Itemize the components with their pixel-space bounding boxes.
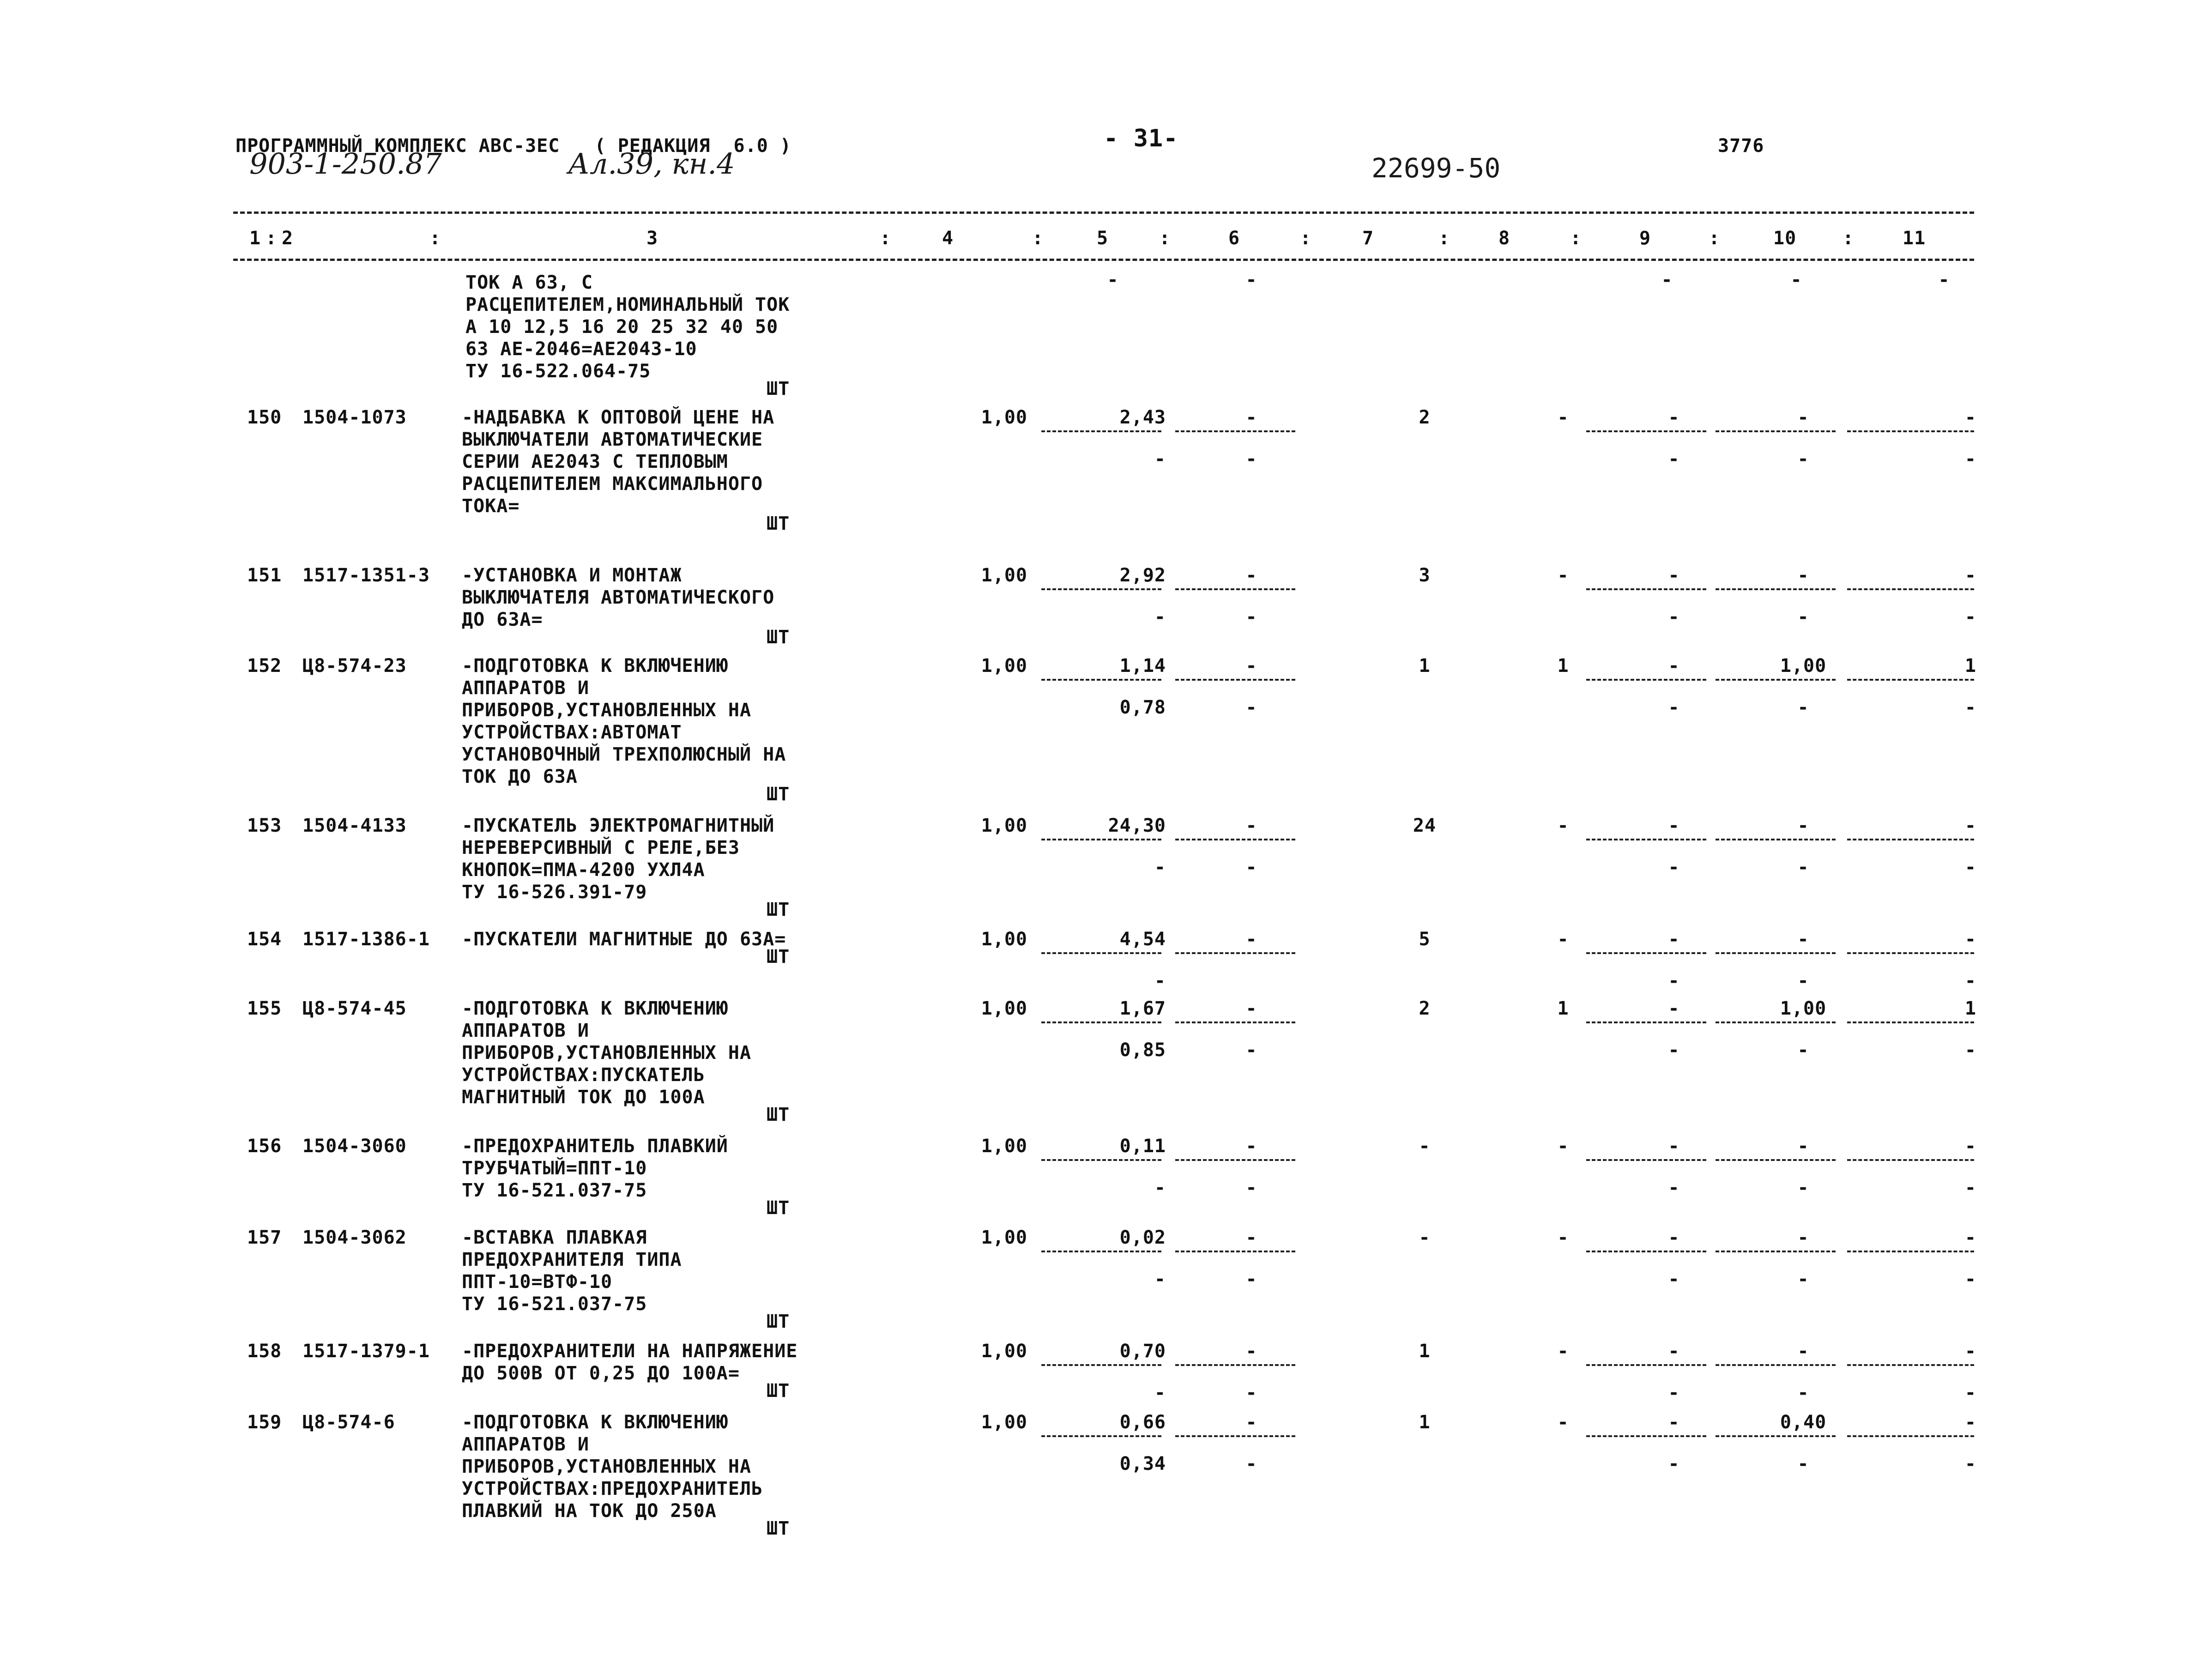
row-col11-lower: - <box>1964 1269 1976 1290</box>
row-rule <box>1586 1159 1706 1161</box>
row-col6: - <box>1245 1227 1257 1248</box>
row-col6: - <box>1245 998 1257 1019</box>
row-rule <box>1175 1435 1295 1437</box>
row-desc-line: ТУ 16-526.391-79 <box>462 882 647 903</box>
column-header-4: 4 <box>942 228 954 249</box>
row-rule <box>1041 1021 1161 1023</box>
row-desc-line: ПРИБОРОВ,УСТАНОВЛЕННЫХ НА <box>462 700 752 721</box>
row-price: 2,92 <box>1119 565 1166 586</box>
row-desc-line: -ПОДГОТОВКА К ВКЛЮЧЕНИЮ <box>462 1412 728 1433</box>
row-desc-line: -НАДБАВКА К ОПТОВОЙ ЦЕНЕ НА <box>462 407 775 428</box>
column-separator: : <box>1570 228 1582 249</box>
row-number: 155 <box>247 998 282 1019</box>
row-number: 156 <box>247 1136 282 1157</box>
row-col9: - <box>1668 1136 1680 1157</box>
row-col7: 1 <box>1419 655 1431 677</box>
row-desc-line: -ПОДГОТОВКА К ВКЛЮЧЕНИЮ <box>462 998 728 1019</box>
row-col8: - <box>1557 1227 1569 1248</box>
row-desc-line: УСТАНОВОЧНЫЙ ТРЕХПОЛЮСНЫЙ НА <box>462 744 786 765</box>
column-separator: : <box>1438 228 1450 249</box>
row-col10-lower: - <box>1797 1453 1809 1475</box>
row-price: 0,66 <box>1119 1412 1166 1433</box>
row-unit: ШТ <box>767 1311 790 1332</box>
row-col10-lower: - <box>1797 1382 1809 1403</box>
row-col11: - <box>1964 565 1976 586</box>
column-separator: : <box>429 228 441 249</box>
row-col11-lower: - <box>1964 857 1976 878</box>
row-col6-lower: - <box>1245 857 1257 878</box>
row-qty: 1,00 <box>981 1341 1027 1362</box>
row-price-lower: - <box>1154 606 1166 628</box>
row-code: 1504-3060 <box>302 1136 407 1157</box>
row-col7: 1 <box>1419 1412 1431 1433</box>
row-rule <box>1175 679 1295 681</box>
row-desc-line: -ПРЕДОХРАНИТЕЛЬ ПЛАВКИЙ <box>462 1136 728 1157</box>
row-number: 151 <box>247 565 282 586</box>
row-rule <box>1175 1251 1295 1252</box>
row-price-lower: 0,78 <box>1119 697 1166 718</box>
row-rule <box>1586 430 1706 432</box>
row-desc-line: ТРУБЧАТЫЙ=ППТ-10 <box>462 1158 647 1179</box>
column-header-11: 11 <box>1903 228 1926 249</box>
row-desc-line: ПРЕДОХРАНИТЕЛЯ ТИПА <box>462 1249 682 1270</box>
row-rule <box>1716 430 1836 432</box>
row-number: 150 <box>247 407 282 428</box>
row-col6: - <box>1245 655 1257 677</box>
row-rule <box>1586 588 1706 590</box>
row-col9-lower: - <box>1668 857 1680 878</box>
doc-code: 903-1-250.87 <box>249 147 442 181</box>
row-rule <box>1041 430 1161 432</box>
row-price-lower: - <box>1154 970 1166 991</box>
row-code: Ц8-574-23 <box>302 655 407 677</box>
row-col11: - <box>1964 1227 1976 1248</box>
row-rule <box>1847 1435 1974 1437</box>
row-rule <box>1847 679 1974 681</box>
row-col7: - <box>1419 1227 1431 1248</box>
row-col10-lower: - <box>1797 857 1809 878</box>
row-col10-lower: - <box>1797 970 1809 991</box>
row-col7: 24 <box>1413 815 1437 836</box>
row-price-lower: 0,34 <box>1119 1453 1166 1475</box>
row-rule <box>1847 1251 1974 1252</box>
row-col9-lower: - <box>1668 448 1680 470</box>
row-col9: - <box>1668 929 1680 950</box>
row-col10: - <box>1797 1136 1809 1157</box>
row-col7: 2 <box>1419 407 1431 428</box>
row-col7: 2 <box>1419 998 1431 1019</box>
page-mark: - 31- <box>1104 125 1178 152</box>
column-separator: : <box>880 228 892 249</box>
column-separator: : <box>266 228 278 249</box>
row-col11-lower: - <box>1964 1382 1976 1403</box>
column-header-7: 7 <box>1362 228 1374 249</box>
row-col11: - <box>1964 1341 1976 1362</box>
row-qty: 1,00 <box>981 655 1027 677</box>
row-desc-line: АППАРАТОВ И <box>462 1020 589 1041</box>
row-col11: - <box>1964 1136 1976 1157</box>
row-rule <box>1041 952 1161 954</box>
row-col8: - <box>1557 565 1569 586</box>
row-number: 152 <box>247 655 282 677</box>
row-desc-line: ТУ 16-521.037-75 <box>462 1293 647 1315</box>
row-col10-lower: - <box>1797 606 1809 628</box>
column-header-10: 10 <box>1773 228 1797 249</box>
row-col9-lower: - <box>1668 606 1680 628</box>
row-col9-lower: - <box>1668 1453 1680 1475</box>
row-desc-line: ПРИБОРОВ,УСТАНОВЛЕННЫХ НА <box>462 1042 752 1064</box>
row-unit: ШТ <box>767 946 790 967</box>
row-col7: 3 <box>1419 565 1431 586</box>
row-col10: - <box>1797 1227 1809 1248</box>
row-rule <box>1041 679 1161 681</box>
header-rule-top <box>233 212 1974 214</box>
row-rule <box>1847 952 1974 954</box>
row-col11: - <box>1964 407 1976 428</box>
row-code: 1504-3062 <box>302 1227 407 1248</box>
row-desc-line: ДО 63А= <box>462 609 543 630</box>
row-unit: ШТ <box>767 1104 790 1125</box>
row-col9-lower: - <box>1668 1039 1680 1061</box>
row-col10-lower: - <box>1797 697 1809 718</box>
row-desc-line: УСТРОЙСТВАХ:ПРЕДОХРАНИТЕЛЬ <box>462 1478 763 1499</box>
row-col10: - <box>1797 929 1809 950</box>
row-unit: ШТ <box>767 784 790 805</box>
header-rule-bottom <box>233 259 1974 261</box>
row-rule <box>1716 1021 1836 1023</box>
row-unit: ШТ <box>767 513 790 534</box>
row-rule <box>1716 1251 1836 1252</box>
row-rule <box>1175 1364 1295 1366</box>
row-code: 1517-1351-3 <box>302 565 430 586</box>
row-desc-line: МАГНИТНЫЙ ТОК ДО 100А <box>462 1087 705 1108</box>
row-qty: 1,00 <box>981 1412 1027 1433</box>
row-code: Ц8-574-45 <box>302 998 407 1019</box>
row-col10: 0,40 <box>1780 1412 1827 1433</box>
row-col6: - <box>1245 929 1257 950</box>
row-rule <box>1847 1021 1974 1023</box>
row-desc-line: ПРИБОРОВ,УСТАНОВЛЕННЫХ НА <box>462 1456 752 1477</box>
row-rule <box>1041 839 1161 840</box>
row-col9-lower: - <box>1668 1269 1680 1290</box>
column-separator: : <box>1300 228 1312 249</box>
row-rule <box>1716 1435 1836 1437</box>
column-header-5: 5 <box>1097 228 1109 249</box>
row-desc-line: -ПУСКАТЕЛЬ ЭЛЕКТРОМАГНИТНЫЙ <box>462 815 775 836</box>
row-rule <box>1847 430 1974 432</box>
album-ref: Ал.39, кн.4 <box>568 147 735 181</box>
row-price-lower: - <box>1154 857 1166 878</box>
row-rule <box>1586 839 1706 840</box>
row-desc-line: СЕРИИ АЕ2043 С ТЕПЛОВЫМ <box>462 451 728 472</box>
row-desc-line: ПЛАВКИЙ НА ТОК ДО 250А <box>462 1500 717 1522</box>
row-col10-lower: - <box>1797 1269 1809 1290</box>
row-number: 153 <box>247 815 282 836</box>
row-unit: ШТ <box>767 899 790 920</box>
row-col10: - <box>1797 815 1809 836</box>
row-desc-line: РАСЦЕПИТЕЛЕМ МАКСИМАЛЬНОГО <box>462 473 763 495</box>
row-rule <box>1041 1364 1161 1366</box>
row-desc-line: -ВСТАВКА ПЛАВКАЯ <box>462 1227 647 1248</box>
row-col6: - <box>1245 407 1257 428</box>
row-code: 1517-1379-1 <box>302 1341 430 1362</box>
column-separator: : <box>1709 228 1721 249</box>
row-qty: 1,00 <box>981 1227 1027 1248</box>
row-col6-lower: - <box>1245 1453 1257 1475</box>
row-price: 0,70 <box>1119 1341 1166 1362</box>
row-col8: - <box>1557 929 1569 950</box>
row-col7: 1 <box>1419 1341 1431 1362</box>
row-rule <box>1716 952 1836 954</box>
column-separator: : <box>1159 228 1171 249</box>
row-col10-lower: - <box>1797 1039 1809 1061</box>
row-number: 159 <box>247 1412 282 1433</box>
carryover-mark: - <box>1661 269 1673 290</box>
row-code: 1504-4133 <box>302 815 407 836</box>
row-qty: 1,00 <box>981 929 1027 950</box>
row-desc-line: УСТРОЙСТВАХ:ПУСКАТЕЛЬ <box>462 1064 705 1086</box>
row-rule <box>1716 1364 1836 1366</box>
row-price: 0,11 <box>1119 1136 1166 1157</box>
row-desc-line: ВЫКЛЮЧАТЕЛИ АВТОМАТИЧЕСКИЕ <box>462 429 763 450</box>
column-separator: : <box>1843 228 1855 249</box>
row-qty: 1,00 <box>981 407 1027 428</box>
row-price-lower: - <box>1154 1382 1166 1403</box>
row-unit: ШТ <box>767 1518 790 1539</box>
row-rule <box>1041 1251 1161 1252</box>
row-rule <box>1847 1159 1974 1161</box>
row-rule <box>1175 1021 1295 1023</box>
row-col10: 1,00 <box>1780 655 1827 677</box>
row-col11-lower: - <box>1964 1177 1976 1198</box>
column-header-8: 8 <box>1498 228 1510 249</box>
row-desc-line: КНОПОК=ПМА-4200 УХЛ4А <box>462 859 705 881</box>
row-col8: - <box>1557 1412 1569 1433</box>
row-rule <box>1847 839 1974 840</box>
row-price: 4,54 <box>1119 929 1166 950</box>
row-col9: - <box>1668 1341 1680 1362</box>
row-rule <box>1175 588 1295 590</box>
row-desc-line: ДО 500В ОТ 0,25 ДО 100А= <box>462 1363 740 1384</box>
carryover-unit: ШТ <box>767 378 790 399</box>
row-desc-line: АППАРАТОВ И <box>462 677 589 699</box>
row-rule <box>1716 679 1836 681</box>
row-col11-lower: - <box>1964 1039 1976 1061</box>
row-desc-line: АППАРАТОВ И <box>462 1434 589 1455</box>
row-col11-lower: - <box>1964 1453 1976 1475</box>
column-header-3: 3 <box>646 228 658 249</box>
row-desc-line: -УСТАНОВКА И МОНТАЖ <box>462 565 682 586</box>
row-rule <box>1586 679 1706 681</box>
row-qty: 1,00 <box>981 815 1027 836</box>
row-rule <box>1175 1159 1295 1161</box>
row-col10: - <box>1797 1341 1809 1362</box>
row-col8: 1 <box>1557 998 1569 1019</box>
row-rule <box>1586 1021 1706 1023</box>
row-col6-lower: - <box>1245 1382 1257 1403</box>
row-col6-lower: - <box>1245 697 1257 718</box>
row-code: 1517-1386-1 <box>302 929 430 950</box>
job-number: 22699-50 <box>1371 152 1501 184</box>
row-rule <box>1716 839 1836 840</box>
row-desc-line: УСТРОЙСТВАХ:АВТОМАТ <box>462 722 682 743</box>
row-col6-lower: - <box>1245 1039 1257 1061</box>
carryover-desc-line: РАСЦЕПИТЕЛЕМ,НОМИНАЛЬНЫЙ ТОК <box>465 294 790 315</box>
carryover-mark: - <box>1938 269 1950 290</box>
row-col9: - <box>1668 1412 1680 1433</box>
row-number: 154 <box>247 929 282 950</box>
row-desc-line: -ПОДГОТОВКА К ВКЛЮЧЕНИЮ <box>462 655 728 677</box>
row-col9: - <box>1668 815 1680 836</box>
row-col6: - <box>1245 1341 1257 1362</box>
row-col11-lower: - <box>1964 606 1976 628</box>
row-col9-lower: - <box>1668 970 1680 991</box>
row-qty: 1,00 <box>981 1136 1027 1157</box>
row-rule <box>1175 952 1295 954</box>
row-col9: - <box>1668 565 1680 586</box>
row-col6-lower: - <box>1245 1269 1257 1290</box>
row-col6-lower: - <box>1245 1177 1257 1198</box>
row-col8: 1 <box>1557 655 1569 677</box>
row-desc-line: ТУ 16-521.037-75 <box>462 1180 647 1201</box>
row-number: 157 <box>247 1227 282 1248</box>
row-qty: 1,00 <box>981 565 1027 586</box>
column-header-2: 2 <box>282 228 294 249</box>
row-col6: - <box>1245 1136 1257 1157</box>
row-unit: ШТ <box>767 627 790 648</box>
row-desc-line: НЕРЕВЕРСИВНЫЙ С РЕЛЕ,БЕЗ <box>462 837 740 858</box>
row-col7: - <box>1419 1136 1431 1157</box>
row-desc-line: ТОК ДО 63А <box>462 766 578 787</box>
program-title: ПРОГРАММНЫЙ КОМПЛЕКС АВС-3ЕС ( РЕДАКЦИЯ 6.0 ) <box>236 135 791 157</box>
column-header-6: 6 <box>1228 228 1240 249</box>
row-col9: - <box>1668 998 1680 1019</box>
carryover-desc-line: 63 АЕ-2046=АЕ2043-10 <box>465 338 697 360</box>
row-col6-lower: - <box>1245 448 1257 470</box>
row-col11-lower: - <box>1964 970 1976 991</box>
row-desc-line: ППТ-10=ВТФ-10 <box>462 1271 613 1293</box>
carryover-mark: - <box>1107 269 1119 290</box>
row-qty: 1,00 <box>981 998 1027 1019</box>
row-price: 0,02 <box>1119 1227 1166 1248</box>
row-col11: - <box>1964 815 1976 836</box>
row-col9: - <box>1668 407 1680 428</box>
row-rule <box>1847 1364 1974 1366</box>
row-rule <box>1716 1159 1836 1161</box>
row-number: 158 <box>247 1341 282 1362</box>
row-col8: - <box>1557 815 1569 836</box>
row-desc-line: -ПУСКАТЕЛИ МАГНИТНЫЕ ДО 63А= <box>462 929 786 950</box>
row-col6: - <box>1245 565 1257 586</box>
row-rule <box>1847 588 1974 590</box>
row-price: 1,14 <box>1119 655 1166 677</box>
row-desc-line: ТОКА= <box>462 496 520 517</box>
row-col6: - <box>1245 1412 1257 1433</box>
row-rule <box>1041 588 1161 590</box>
carryover-desc-line: ТУ 16-522.064-75 <box>465 361 651 382</box>
row-col10-lower: - <box>1797 1177 1809 1198</box>
row-col8: - <box>1557 1136 1569 1157</box>
row-col6-lower: - <box>1245 606 1257 628</box>
row-code: Ц8-574-6 <box>302 1412 395 1433</box>
row-desc-line: -ПРЕДОХРАНИТЕЛИ НА НАПРЯЖЕНИЕ <box>462 1341 798 1362</box>
carryover-mark: - <box>1245 269 1257 290</box>
row-col11: - <box>1964 929 1976 950</box>
carryover-mark: - <box>1790 269 1802 290</box>
row-desc-line: ВЫКЛЮЧАТЕЛЯ АВТОМАТИЧЕСКОГО <box>462 587 775 608</box>
row-col8: - <box>1557 1341 1569 1362</box>
row-col11: 1 <box>1964 998 1976 1019</box>
column-header-1: 1 <box>249 228 261 249</box>
row-col10-lower: - <box>1797 448 1809 470</box>
row-col9: - <box>1668 655 1680 677</box>
row-col11: - <box>1964 1412 1976 1433</box>
row-col9: - <box>1668 1227 1680 1248</box>
row-rule <box>1175 430 1295 432</box>
row-unit: ШТ <box>767 1197 790 1219</box>
sheet-number: 3776 <box>1718 135 1764 157</box>
row-col11-lower: - <box>1964 448 1976 470</box>
row-code: 1504-1073 <box>302 407 407 428</box>
row-rule <box>1716 588 1836 590</box>
row-col9-lower: - <box>1668 1382 1680 1403</box>
row-col7: 5 <box>1419 929 1431 950</box>
row-col10: 1,00 <box>1780 998 1827 1019</box>
row-col10: - <box>1797 407 1809 428</box>
row-price: 2,43 <box>1119 407 1166 428</box>
row-price-lower: 0,85 <box>1119 1039 1166 1061</box>
row-col10: - <box>1797 565 1809 586</box>
row-price: 24,30 <box>1108 815 1166 836</box>
row-col8: - <box>1557 407 1569 428</box>
row-rule <box>1586 952 1706 954</box>
row-price-lower: - <box>1154 1177 1166 1198</box>
carryover-desc-line: ТОК А 63, С <box>465 272 593 293</box>
carryover-desc-line: А 10 12,5 16 20 25 32 40 50 <box>465 316 779 338</box>
row-col11: 1 <box>1964 655 1976 677</box>
row-unit: ШТ <box>767 1380 790 1402</box>
row-rule <box>1041 1435 1161 1437</box>
row-rule <box>1041 1159 1161 1161</box>
row-col9-lower: - <box>1668 697 1680 718</box>
row-col11-lower: - <box>1964 697 1976 718</box>
row-col9-lower: - <box>1668 1177 1680 1198</box>
row-rule <box>1586 1435 1706 1437</box>
row-price-lower: - <box>1154 448 1166 470</box>
column-separator: : <box>1032 228 1044 249</box>
row-rule <box>1586 1364 1706 1366</box>
row-col6: - <box>1245 815 1257 836</box>
row-rule <box>1175 839 1295 840</box>
row-price: 1,67 <box>1119 998 1166 1019</box>
row-price-lower: - <box>1154 1269 1166 1290</box>
row-rule <box>1586 1251 1706 1252</box>
column-header-9: 9 <box>1639 228 1651 249</box>
